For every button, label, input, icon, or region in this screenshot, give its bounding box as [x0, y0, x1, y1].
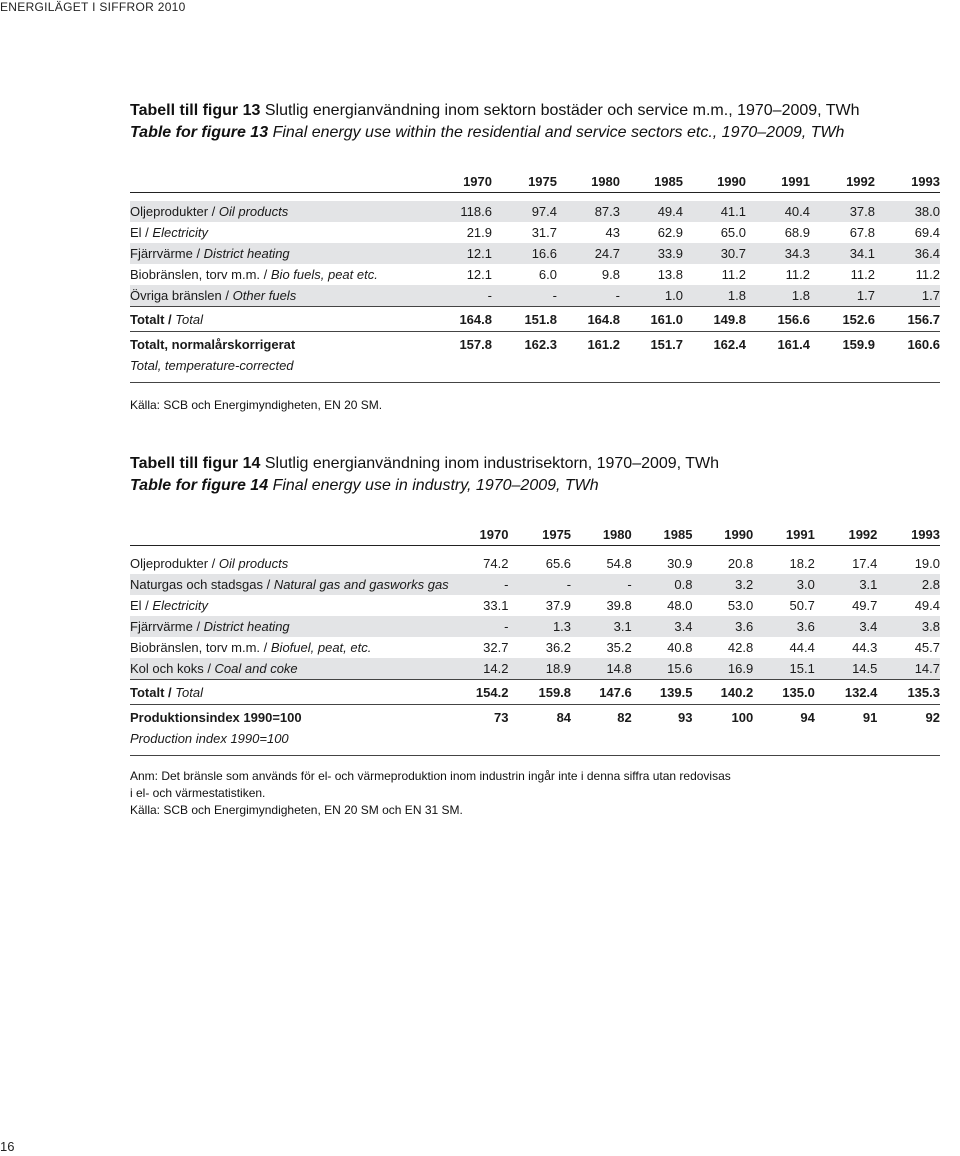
cell: 40.4 [746, 201, 810, 222]
cell: 11.2 [810, 264, 875, 285]
table-row [130, 285, 940, 307]
cell: 24.7 [557, 243, 620, 264]
cell: 44.3 [815, 637, 878, 658]
cell: 1.0 [620, 285, 683, 307]
cell: 9.8 [557, 264, 620, 285]
table-13-year: 1990 [683, 170, 746, 193]
cell: 151.7 [620, 332, 683, 357]
cell: 37.8 [810, 201, 875, 222]
row-label: Totalt / Total [130, 680, 449, 705]
cell: - [449, 616, 509, 637]
cell: 156.6 [746, 307, 810, 332]
cell: 162.3 [492, 332, 557, 357]
row-label: Övriga bränslen / Other fuels [130, 285, 430, 307]
cell: 53.0 [692, 595, 753, 616]
cell: 151.8 [492, 307, 557, 332]
cell: 2.8 [877, 574, 940, 595]
cell: 69.4 [875, 222, 940, 243]
cell: - [557, 285, 620, 307]
cell: 93 [632, 705, 693, 730]
row-label-en: Total, temperature-corrected [130, 356, 430, 374]
cell: 3.6 [753, 616, 815, 637]
cell: 161.4 [746, 332, 810, 357]
table-row [130, 595, 940, 616]
cell: 17.4 [815, 553, 878, 574]
table-14-header-row [130, 523, 940, 546]
cell: 18.9 [508, 658, 571, 680]
cell: 3.8 [877, 616, 940, 637]
cell: 35.2 [571, 637, 632, 658]
cell: 3.2 [692, 574, 753, 595]
cell: 73 [449, 705, 509, 730]
cell: 140.2 [692, 680, 753, 705]
cell: 149.8 [683, 307, 746, 332]
cell: 18.2 [753, 553, 815, 574]
cell: 97.4 [492, 201, 557, 222]
cell: 15.1 [753, 658, 815, 680]
cell: 49.7 [815, 595, 878, 616]
cell: 42.8 [692, 637, 753, 658]
cell: 38.0 [875, 201, 940, 222]
row-label: Biobränslen, torv m.m. / Biofuel, peat, etc. [130, 637, 449, 658]
table-13-year: 1980 [557, 170, 620, 193]
cell: 48.0 [632, 595, 693, 616]
cell: 33.9 [620, 243, 683, 264]
cell: 3.6 [692, 616, 753, 637]
row-label: Fjärrvärme / District heating [130, 616, 449, 637]
cell: 135.3 [877, 680, 940, 705]
table-row [130, 553, 940, 574]
cell: 16.6 [492, 243, 557, 264]
total-row [130, 680, 940, 705]
cell: 43 [557, 222, 620, 243]
cell: 156.7 [875, 307, 940, 332]
cell: 30.9 [632, 553, 693, 574]
row-label: Oljeprodukter / Oil products [130, 201, 430, 222]
cell: 67.8 [810, 222, 875, 243]
production-index-row [130, 705, 940, 730]
total-row [130, 307, 940, 332]
table-14-title-sv: Tabell till figur 14 Slutlig energianvändning inom industrisektorn, 1970–2009, TWh [130, 455, 720, 472]
cell: 164.8 [430, 307, 492, 332]
table-row [130, 201, 940, 222]
cell: 20.8 [692, 553, 753, 574]
cell: - [508, 574, 571, 595]
cell: 161.0 [620, 307, 683, 332]
cell: - [571, 574, 632, 595]
cell: 82 [571, 705, 632, 730]
table-row [130, 637, 940, 658]
cell: - [449, 574, 509, 595]
production-index-en-row [130, 729, 940, 747]
table-13-title-sv: Tabell till figur 13 Slutlig energianvändning inom sektorn bostäder och service m.m., 1970–2009, TWh [130, 102, 860, 119]
cell: 159.9 [810, 332, 875, 357]
cell: 65.6 [508, 553, 571, 574]
cell: 154.2 [449, 680, 509, 705]
running-head: ENERGILÄGET I SIFFROR 2010 [0, 0, 186, 14]
cell: 41.1 [683, 201, 746, 222]
cell: 118.6 [430, 201, 492, 222]
table-row [130, 222, 940, 243]
cell: 160.6 [875, 332, 940, 357]
cell: 31.7 [492, 222, 557, 243]
row-label: Produktionsindex 1990=100 [130, 705, 449, 730]
cell: 162.4 [683, 332, 746, 357]
cell: 6.0 [492, 264, 557, 285]
cell: 49.4 [620, 201, 683, 222]
page-number: 16 [0, 1139, 15, 1154]
table-13-year: 1970 [430, 170, 492, 193]
cell: 3.4 [632, 616, 693, 637]
cell: 147.6 [571, 680, 632, 705]
row-label: El / Electricity [130, 595, 449, 616]
table-14-header-label [130, 523, 449, 546]
cell: 84 [508, 705, 571, 730]
table-13-source: Källa: SCB och Energimyndigheten, EN 20 SM. [130, 398, 383, 412]
cell: 54.8 [571, 553, 632, 574]
table-row [130, 574, 940, 595]
row-label-en: Production index 1990=100 [130, 729, 449, 747]
cell: 152.6 [810, 307, 875, 332]
cell: 12.1 [430, 243, 492, 264]
table-row [130, 264, 940, 285]
table-row [130, 243, 940, 264]
cell: 14.8 [571, 658, 632, 680]
cell: 33.1 [449, 595, 509, 616]
total-corrected-en-row [130, 356, 940, 374]
cell: 161.2 [557, 332, 620, 357]
cell: 65.0 [683, 222, 746, 243]
row-label: Totalt / Total [130, 307, 430, 332]
cell: 3.1 [815, 574, 878, 595]
cell: 3.0 [753, 574, 815, 595]
table-13-block [130, 100, 940, 414]
cell: 21.9 [430, 222, 492, 243]
cell: 14.2 [449, 658, 509, 680]
cell: 44.4 [753, 637, 815, 658]
cell: 11.2 [683, 264, 746, 285]
cell: 49.4 [877, 595, 940, 616]
cell: 13.8 [620, 264, 683, 285]
cell: 3.4 [815, 616, 878, 637]
cell: 45.7 [877, 637, 940, 658]
cell: 1.8 [683, 285, 746, 307]
row-label: Kol och koks / Coal and coke [130, 658, 449, 680]
cell: 0.8 [632, 574, 693, 595]
cell: 159.8 [508, 680, 571, 705]
table-row [130, 658, 940, 680]
cell: 3.1 [571, 616, 632, 637]
cell: 19.0 [877, 553, 940, 574]
table-13-year: 1993 [875, 170, 940, 193]
table-13-title-en: Table for figure 13 Final energy use within the residential and service sectors etc., 1970–2009, TWh [130, 124, 845, 141]
cell: 74.2 [449, 553, 509, 574]
cell: 34.1 [810, 243, 875, 264]
row-label: Totalt, normalårskorrigerat [130, 332, 430, 357]
table-14 [130, 523, 940, 756]
table-14-year: 1980 [571, 523, 632, 546]
table-13-year: 1992 [810, 170, 875, 193]
total-corrected-row [130, 332, 940, 357]
cell: 87.3 [557, 201, 620, 222]
table-13 [130, 170, 940, 383]
cell: 16.9 [692, 658, 753, 680]
cell: 92 [877, 705, 940, 730]
cell: 30.7 [683, 243, 746, 264]
table-14-year: 1970 [449, 523, 509, 546]
cell: 68.9 [746, 222, 810, 243]
cell: 94 [753, 705, 815, 730]
cell: 1.7 [875, 285, 940, 307]
row-label: Naturgas och stadsgas / Natural gas and gasworks gas [130, 574, 449, 595]
table-14-title-en: Table for figure 14 Final energy use in industry, 1970–2009, TWh [130, 477, 599, 494]
cell: 157.8 [430, 332, 492, 357]
cell: 11.2 [875, 264, 940, 285]
row-label: Biobränslen, torv m.m. / Bio fuels, peat etc. [130, 264, 430, 285]
table-14-note-line1: Anm: Det bränsle som används för el- och värmeproduktion inom industrin ingår inte i denna siffra utan redovisas [130, 769, 731, 783]
cell: 40.8 [632, 637, 693, 658]
table-14-source: Källa: SCB och Energimyndigheten, EN 20 SM och EN 31 SM. [130, 803, 463, 817]
cell: 50.7 [753, 595, 815, 616]
table-13-year: 1985 [620, 170, 683, 193]
cell: 34.3 [746, 243, 810, 264]
table-13-year: 1975 [492, 170, 557, 193]
cell: - [492, 285, 557, 307]
cell: 164.8 [557, 307, 620, 332]
table-row [130, 616, 940, 637]
cell: 100 [692, 705, 753, 730]
table-14-year: 1993 [877, 523, 940, 546]
table-14-note-line2: i el- och värmestatistiken. [130, 786, 266, 800]
cell: 36.4 [875, 243, 940, 264]
cell: 39.8 [571, 595, 632, 616]
cell: 62.9 [620, 222, 683, 243]
cell: 36.2 [508, 637, 571, 658]
cell: 15.6 [632, 658, 693, 680]
table-13-year: 1991 [746, 170, 810, 193]
cell: 37.9 [508, 595, 571, 616]
cell: 14.7 [877, 658, 940, 680]
cell: 1.3 [508, 616, 571, 637]
table-14-block [130, 453, 940, 819]
table-14-year: 1992 [815, 523, 878, 546]
row-label: El / Electricity [130, 222, 430, 243]
cell: 14.5 [815, 658, 878, 680]
table-13-header-label [130, 170, 430, 193]
table-14-year: 1991 [753, 523, 815, 546]
table-14-year: 1990 [692, 523, 753, 546]
cell: 11.2 [746, 264, 810, 285]
table-14-year: 1985 [632, 523, 693, 546]
table-14-year: 1975 [508, 523, 571, 546]
cell: 12.1 [430, 264, 492, 285]
cell: 135.0 [753, 680, 815, 705]
row-label: Fjärrvärme / District heating [130, 243, 430, 264]
cell: 1.8 [746, 285, 810, 307]
row-label: Oljeprodukter / Oil products [130, 553, 449, 574]
table-13-header-row [130, 170, 940, 193]
cell: 91 [815, 705, 878, 730]
cell: 1.7 [810, 285, 875, 307]
cell: 132.4 [815, 680, 878, 705]
cell: 139.5 [632, 680, 693, 705]
cell: 32.7 [449, 637, 509, 658]
cell: - [430, 285, 492, 307]
